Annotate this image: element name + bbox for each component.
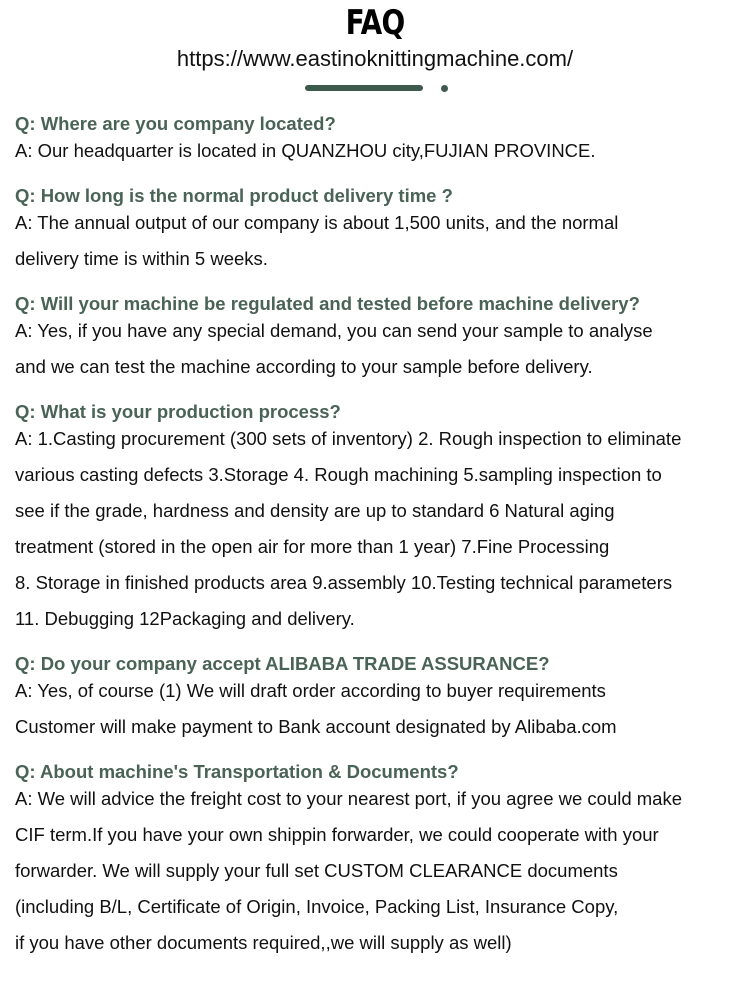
faq-question: Q: About machine's Transportation & Documents? bbox=[15, 761, 459, 782]
answer-line: various casting defects 3.Storage 4. Rough machining 5.sampling inspection to bbox=[15, 464, 662, 485]
answer-line: (including B/L, Certificate of Origin, Invoice, Packing List, Insurance Copy, bbox=[15, 896, 619, 917]
answer-line: if you have other documents required,,we will supply as well) bbox=[15, 932, 512, 953]
answer-line: delivery time is within 5 weeks. bbox=[15, 248, 268, 269]
answer-line: treatment (stored in the open air for more than 1 year) 7.Fine Processing bbox=[15, 536, 610, 557]
answer-line: CIF term.If you have your own shippin forwarder, we could cooperate with your bbox=[15, 824, 659, 845]
faq-item-testing bbox=[15, 290, 745, 385]
faq-list bbox=[15, 110, 745, 974]
faq-question: Q: How long is the normal product delivery time ? bbox=[15, 185, 453, 206]
faq-answer bbox=[15, 313, 745, 385]
faq-item-production-process bbox=[15, 398, 745, 637]
answer-line: A: Yes, of course (1) We will draft order according to buyer requirements bbox=[15, 680, 606, 701]
faq-item-delivery-time bbox=[15, 182, 745, 277]
answer-line: A: 1.Casting procurement (300 sets of inventory) 2. Rough inspection to eliminate bbox=[15, 428, 682, 449]
answer-line: A: We will advice the freight cost to your nearest port, if you agree we could make bbox=[15, 788, 683, 809]
answer-line: 8. Storage in finished products area 9.assembly 10.Testing technical parameters bbox=[15, 572, 673, 593]
faq-answer bbox=[15, 673, 745, 745]
answer-line: Customer will make payment to Bank account designated by Alibaba.com bbox=[15, 716, 617, 737]
faq-item-transportation bbox=[15, 758, 745, 961]
answer-line: forwarder. We will supply your full set CUSTOM CLEARANCE documents bbox=[15, 860, 618, 881]
answer-line: A: The annual output of our company is about 1,500 units, and the normal bbox=[15, 212, 619, 233]
faq-header bbox=[0, 0, 750, 100]
faq-question: Q: Will your machine be regulated and tested before machine delivery? bbox=[15, 293, 640, 314]
answer-line: and we can test the machine according to your sample before delivery. bbox=[15, 356, 593, 377]
page-title: FAQ bbox=[345, 3, 405, 43]
faq-answer bbox=[15, 421, 745, 637]
faq-question: Q: What is your production process? bbox=[15, 401, 341, 422]
faq-answer bbox=[15, 205, 745, 277]
website-url: https://www.eastinoknittingmachine.com/ bbox=[176, 46, 574, 71]
answer-line: see if the grade, hardness and density are up to standard 6 Natural aging bbox=[15, 500, 615, 521]
divider-dot bbox=[441, 85, 448, 92]
faq-item-location bbox=[15, 110, 745, 169]
faq-item-trade-assurance bbox=[15, 650, 745, 745]
answer-line: A: Yes, if you have any special demand, you can send your sample to analyse bbox=[15, 320, 653, 341]
answer-line: A: Our headquarter is located in QUANZHOU city,FUJIAN PROVINCE. bbox=[15, 140, 596, 161]
divider-bar bbox=[305, 85, 423, 91]
answer-line: 11. Debugging 12Packaging and delivery. bbox=[15, 608, 355, 629]
faq-question: Q: Do your company accept ALIBABA TRADE ASSURANCE? bbox=[15, 653, 550, 674]
faq-question: Q: Where are you company located? bbox=[15, 113, 336, 134]
faq-answer bbox=[15, 781, 745, 961]
faq-answer bbox=[15, 133, 745, 169]
